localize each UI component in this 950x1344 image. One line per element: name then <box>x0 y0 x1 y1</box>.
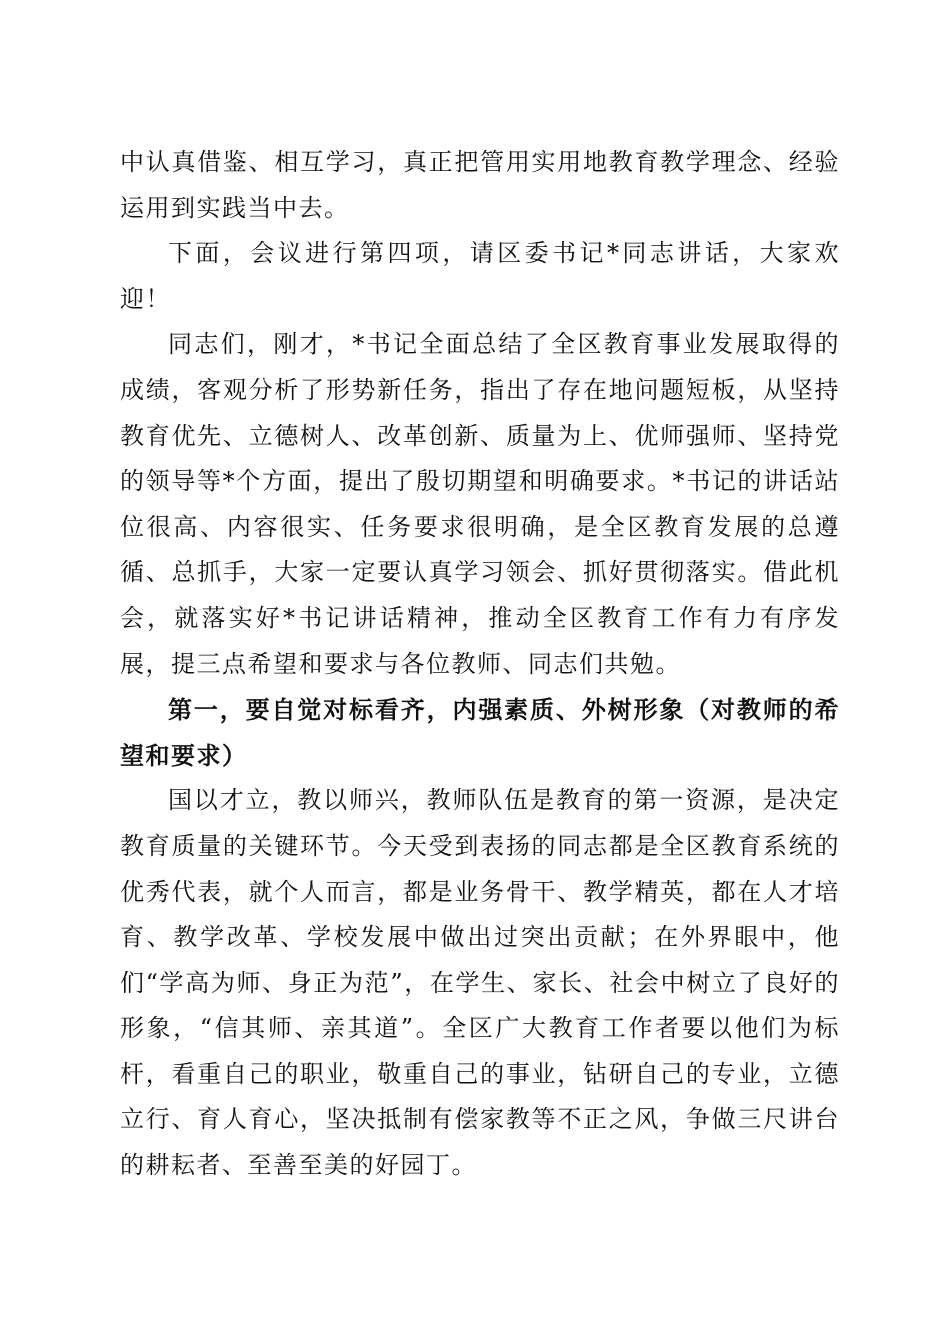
paragraph-continuation: 中认真借鉴、相互学习，真正把管用实用地教育教学理念、经验运用到实践当中去。 <box>120 148 840 222</box>
paragraph-teachers: 国以才立，教以师兴，教师队伍是教育的第一资源，是决定教育质量的关键环节。今天受到表扬的同志都是全区教育系统的优秀代表，就个人而言，都是业务骨干、教学精英，都在人才培育、教学改革、学校发展中做出过突出贡献；在外界眼中，他们“学高为师、身正为范”，在学生、家长、社会中树立了良好的形象，“信其师、亲其道”。全区广大教育工作者要以他们为标杆，看重自己的职业，敬重自己的事业，钻研自己的专业，立德立行、育人育心，坚决抵制有偿家教等不正之风，争做三尺讲台的耕耘者、至善至美的好园丁。 <box>120 786 840 1180</box>
paragraph-summary: 同志们，刚才，*书记全面总结了全区教育事业发展取得的成绩，客观分析了形势新任务，指出了存在地问题短板，从坚持教育优先、立德树人、改革创新、质量为上、优师强师、坚持党的领导等*个方面，提出了殷切期望和明确要求。*书记的讲话站位很高、内容很实、任务要求很明确，是全区教育发展的总遵循、总抓手，大家一定要认真学习领会、抓好贯彻落实。借此机会，就落实好*书记讲话精神，推动全区教育工作有力有序发展，提三点希望和要求与各位教师、同志们共勉。 <box>120 330 840 678</box>
document-body <box>120 140 840 1189</box>
paragraph-agenda-item: 下面，会议进行第四项，请区委书记*同志讲话，大家欢迎！ <box>120 239 840 313</box>
section-heading-first: 第一，要自觉对标看齐，内强素质、外树形象（对教师的希望和要求） <box>120 695 840 770</box>
